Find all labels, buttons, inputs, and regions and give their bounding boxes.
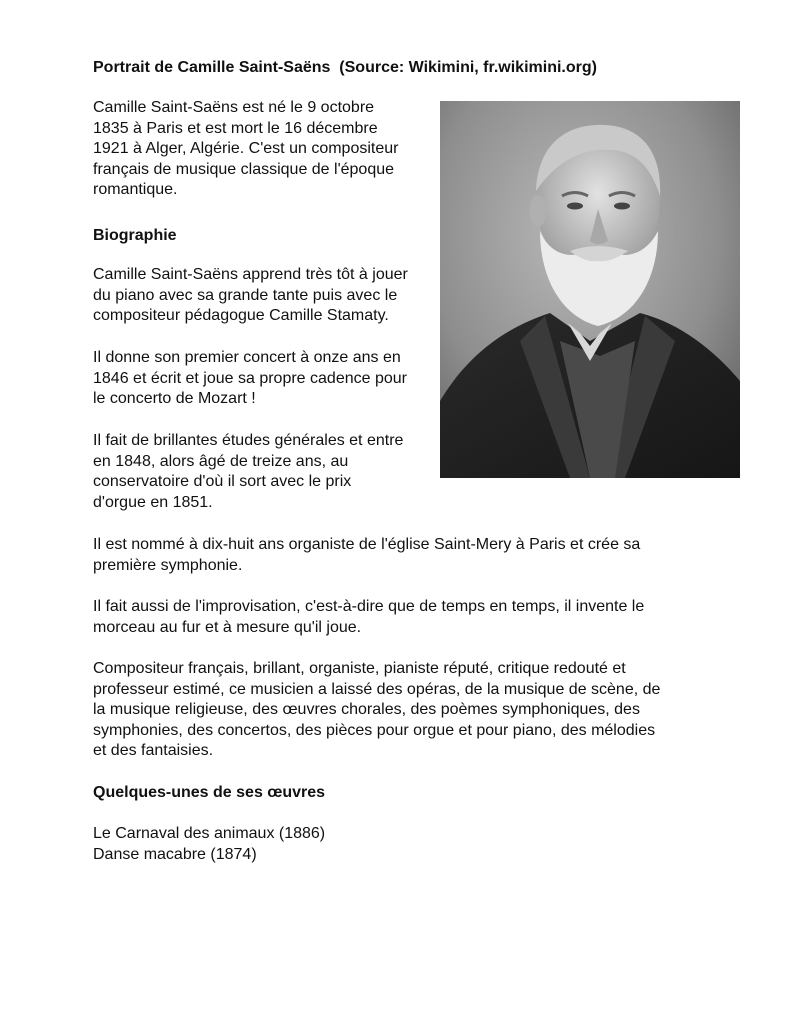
document-title: Portrait de Camille Saint-Saëns (Source: Wikimini, fr.wikimini.org) xyxy=(93,59,597,76)
list-item: Danse macabre (1874) xyxy=(93,845,257,863)
paragraph-line: la musique religieuse, des œuvres chorales, des poèmes symphoniques, des xyxy=(93,701,640,718)
biography-paragraph-5 xyxy=(93,597,703,638)
biography-paragraph-4 xyxy=(93,535,703,576)
paragraph-line: le concerto de Mozart ! xyxy=(93,390,256,407)
paragraph-line: du piano avec sa grande tante puis avec le xyxy=(93,286,398,304)
paragraph-line: professeur estimé, ce musicien a laissé des opéras, de la musique de scène, de xyxy=(93,680,661,698)
intro-line: Camille Saint-Saëns est né le 9 octobre xyxy=(93,99,375,116)
works-heading: Quelques-unes de ses œuvres xyxy=(93,784,326,801)
paragraph-line: Il fait de brillantes études générales et entre xyxy=(93,432,404,449)
biography-heading: Biographie xyxy=(93,227,177,244)
portrait-photo-icon xyxy=(440,101,740,478)
biography-paragraph-2 xyxy=(93,348,433,410)
paragraph-line: compositeur pédagogue Camille Stamaty. xyxy=(93,307,389,324)
paragraph-line: d'orgue en 1851. xyxy=(93,493,213,511)
intro-line: 1835 à Paris et est mort le 16 décembre xyxy=(93,119,378,137)
portrait-photo xyxy=(440,101,740,478)
intro-paragraph xyxy=(93,98,433,201)
biography-paragraph-3 xyxy=(93,431,433,513)
biography-paragraph-6 xyxy=(93,659,703,762)
paragraph-line: symphonies, des concertos, des pièces pour orgue et pour piano, des mélodies xyxy=(93,721,656,739)
paragraph-line: en 1848, alors âgé de treize ans, au xyxy=(93,452,349,470)
paragraph-line: Il donne son premier concert à onze ans en xyxy=(93,349,401,366)
paragraph-line: Il fait aussi de l'improvisation, c'est-à-dire que de temps en temps, il invente le xyxy=(93,598,645,615)
list-item: Le Carnaval des animaux (1886) xyxy=(93,825,326,842)
paragraph-line: première symphonie. xyxy=(93,556,243,574)
intro-line: français de musique classique de l'époque xyxy=(93,160,395,178)
paragraph-line: et des fantaisies. xyxy=(93,742,214,759)
paragraph-line: conservatoire d'où il sort avec le prix xyxy=(93,473,352,490)
intro-line: 1921 à Alger, Algérie. C'est un compositeur xyxy=(93,140,399,157)
paragraph-line: Compositeur français, brillant, organiste, pianiste réputé, critique redouté et xyxy=(93,660,626,677)
paragraph-line: Camille Saint-Saëns apprend très tôt à jouer xyxy=(93,266,408,283)
paragraph-line: Il est nommé à dix-huit ans organiste de l'église Saint-Mery à Paris et crée sa xyxy=(93,536,641,553)
intro-line: romantique. xyxy=(93,181,178,198)
biography-paragraph-1 xyxy=(93,265,433,327)
works-list xyxy=(93,824,703,865)
paragraph-line: 1846 et écrit et joue sa propre cadence pour xyxy=(93,369,407,387)
paragraph-line: morceau au fur et à mesure qu'il joue. xyxy=(93,618,362,636)
